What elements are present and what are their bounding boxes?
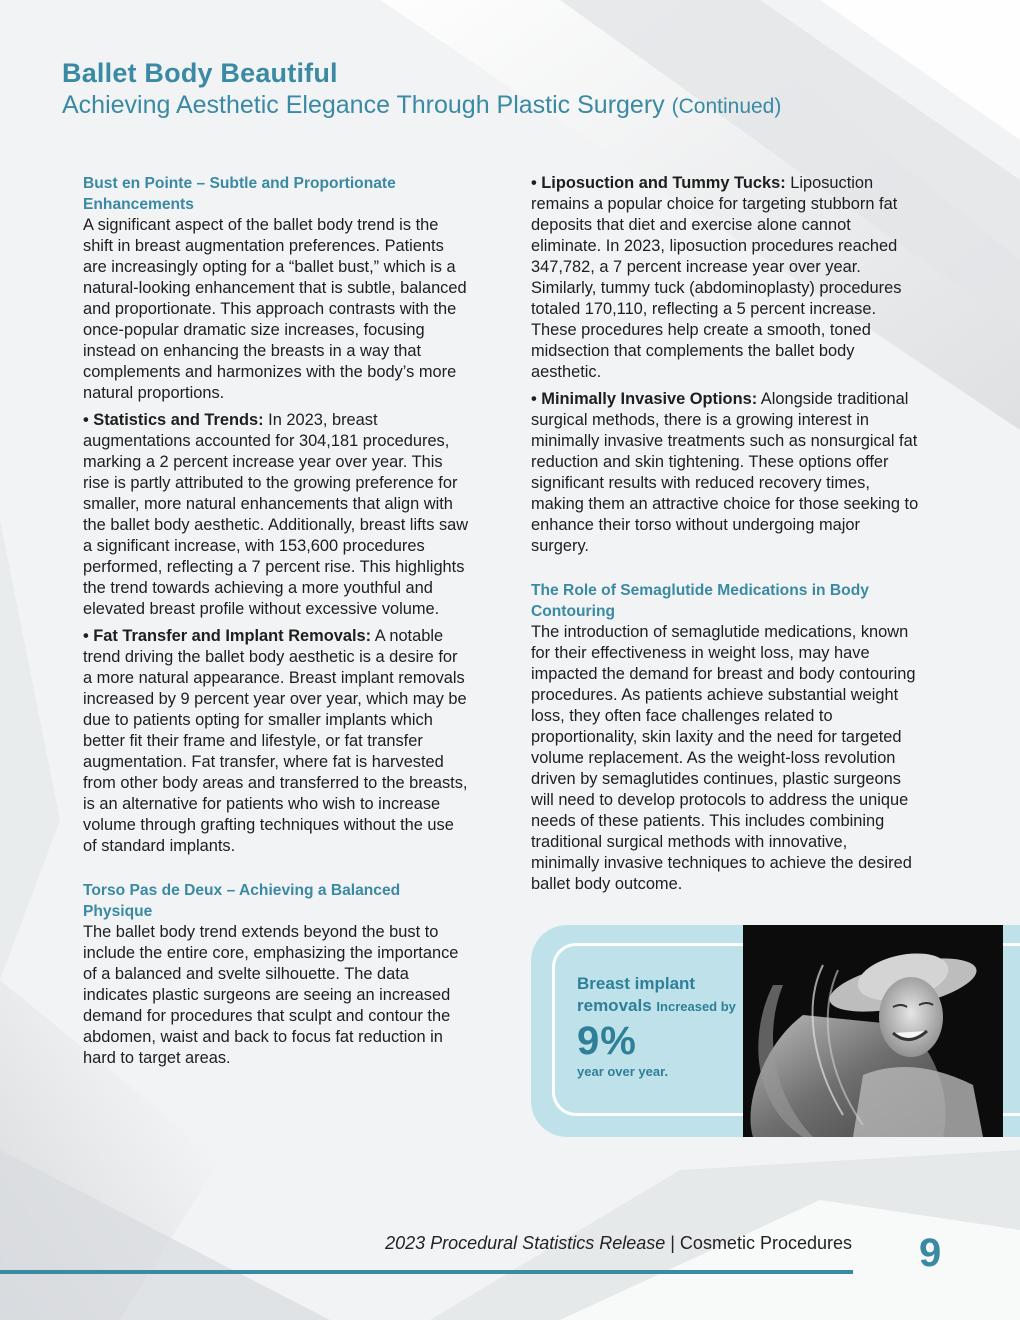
bullet-liposuction	[531, 173, 919, 383]
bullet-statistics	[83, 410, 471, 620]
callout-stat-value: 9%	[577, 1019, 637, 1063]
bullet-label: • Statistics and Trends:	[83, 411, 264, 429]
bullet-label: • Fat Transfer and Implant Removals:	[83, 627, 372, 645]
bullet-label: • Minimally Invasive Options:	[531, 390, 758, 408]
woman-photo-image	[743, 925, 1003, 1137]
callout-line2	[577, 995, 747, 1018]
bullet-fat-transfer	[83, 626, 471, 857]
paragraph-torso: The ballet body trend extends beyond the bust to include the entire core, emphasizing the importance of a balanced and svelte silhouette. The data indicates plastic surgeons are seeing an increased demand for procedures that sculpt and contour the abdomen, waist and back to focus fat reduction in hard to target areas.	[83, 923, 459, 1067]
footer-publication	[385, 1233, 852, 1254]
subtitle-text: Achieving Aesthetic Elegance Through Plastic Surgery	[62, 91, 665, 119]
footer-section: | Cosmetic Procedures	[665, 1233, 852, 1253]
footer-italic: 2023 Procedural Statistics Release	[385, 1233, 666, 1253]
page-subtitle	[62, 91, 962, 120]
bullet-label: • Liposuction and Tummy Tucks:	[531, 174, 786, 192]
footer-rule	[0, 1270, 853, 1274]
bullet-minimally-invasive	[531, 389, 919, 557]
page-title: Ballet Body Beautiful	[62, 58, 338, 88]
left-column	[83, 173, 471, 1075]
page-header	[62, 58, 962, 120]
section-heading-semaglutide: The Role of Semaglutide Medications in Body Contouring	[531, 582, 869, 620]
callout-increased-by: Increased by	[656, 999, 736, 1014]
section-heading-bust: Bust en Pointe – Subtle and Proportionate Enhancements	[83, 175, 396, 213]
callout-line1: Breast implant	[577, 974, 696, 993]
bullet-body: Liposuction remains a popular choice for targeting stubborn fat deposits that diet and exercise alone cannot eliminate. In 2023, liposuction procedures reached 347,782, a 7 percent increase year over year. Similarly, tummy tuck (abdominoplasty) procedures totaled 170,110, reflecting a 5 percent increase. These procedures help create a smooth, toned midsection that complements the ballet body aesthetic.	[531, 174, 902, 381]
bullet-body: In 2023, breast augmentations accounted for 304,181 procedures, marking a 2 percent increase year over year. This rise is partly attributed to the growing preference for smaller, more natural enhancements that align with the ballet body aesthetic. Additionally, breast lifts saw a significant increase, with 153,600 procedures performed, reflecting a 7 percent rise. This highlights the trend towards achieving a more youthful and elevated breast profile without excessive volume.	[83, 411, 469, 618]
bullet-body: Alongside traditional surgical methods, there is a growing interest in minimally invasive treatments such as nonsurgical fat reduction and skin tightening. These options offer significant results with reduced recovery times, making them an attractive choice for those seeking to enhance their torso without undergoing major surgery.	[531, 390, 919, 555]
callout-removals: removals	[577, 996, 652, 1015]
section-heading-torso: Torso Pas de Deux – Achieving a Balanced Physique	[83, 882, 401, 920]
page-number: 9	[919, 1231, 942, 1275]
stat-callout-text	[577, 973, 747, 1079]
right-column	[531, 173, 919, 901]
continued-label: (Continued)	[671, 95, 782, 118]
paragraph-semaglutide: The introduction of semaglutide medications, known for their effectiveness in weight loss, may have impacted the demand for breast and body contouring procedures. As patients achieve substantial weight loss, they often face challenges related to proportionality, skin laxity and the need for targeted volume replacement. As the weight-loss revolution driven by semaglutides continues, plastic surgeons will need to develop protocols to address the unique needs of these patients. This includes combining traditional surgical methods with innovative, minimally invasive techniques to achieve the desired ballet body outcome.	[531, 623, 916, 893]
callout-tail: year over year.	[577, 1064, 669, 1079]
paragraph-bust: A significant aspect of the ballet body trend is the shift in breast augmentation preferences. Patients are increasingly opting for a “ballet bust,” which is a natural-looking enhancement that is subtle, balanced and proportionate. This approach contrasts with the once-popular dramatic size increases, focusing instead on enhancing the breasts in a way that complements and harmonizes with the body’s more natural proportions.	[83, 216, 467, 402]
bullet-body: A notable trend driving the ballet body aesthetic is a desire for a more natural appearance. Breast implant removals increased by 9 percent year over year, which may be due to patients opting for smaller implants which better fit their frame and lifestyle, or fat transfer augmentation. Fat transfer, where fat is harvested from other body areas and transferred to the breasts, is an alternative for patients who wish to increase volume through grafting techniques without the use of standard implants.	[83, 627, 468, 855]
